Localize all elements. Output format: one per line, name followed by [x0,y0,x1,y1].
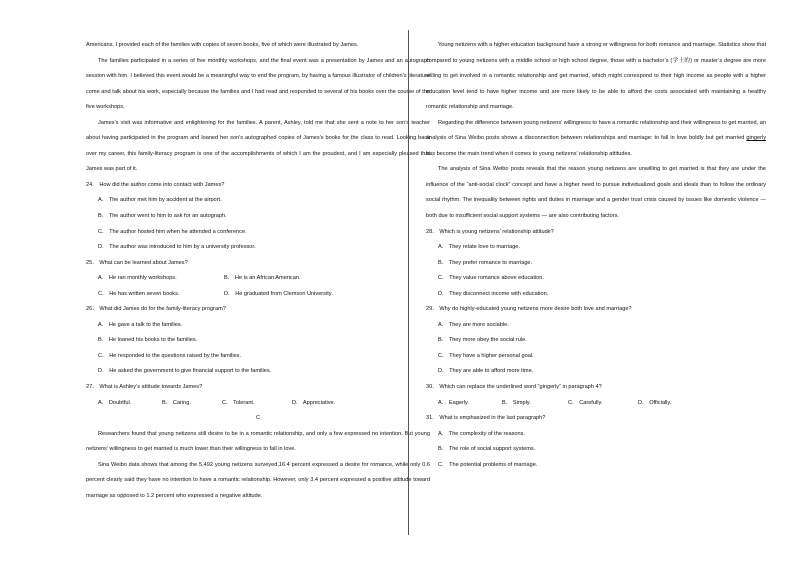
q30-options [426,396,766,412]
q30-option-c: C． Carefully. [568,399,603,406]
q31-option-b: B． The role of social support systems. [438,446,536,453]
q28-option-a: A． They relate love to marriage. [438,244,520,251]
q31-option-c: C． The potential problems of marriage. [438,461,538,468]
question-24: 24． How did the author come into contact with James? [86,181,225,188]
q25-options-row-2 [86,287,430,303]
q25-option-b: B． He is an African American. [224,275,301,282]
underlined-word-gingerly: gingerly [746,135,766,142]
q25-option-a: A． He ran monthly workshops. [98,275,177,282]
passage-b-visit: James’s visit was informative and enlightening for the families. A parent, Ashley, told me that she sent a note to her son’s teacher about having participated in the program and loaned her son’s autographed copies of James’s books for the class to read. Looking back over my career, this family-literacy program is one of the accomplishments of which I am the proudest, and I am especially pleased that James was part of it. [86,119,430,173]
q25-option-c: C． He has written seven books. [98,290,180,297]
q27-option-a: A． Doubtful. [98,399,132,406]
passage-c-para-2: Sina Weibo data shows that among the 5,492 young netizens surveyed,16.4 percent expressed a desire for romance, while only 0.6 percent clearly said they have no intention to have a romantic relationship. However, only 3.4 percent expressed a positive attitude toward marriage as opposed to 1.2 percent who expressed a negative attitude. [86,461,430,499]
q27-option-c: C． Tolerant. [222,399,255,406]
passage-c-para-3: Young netizens with a higher education background have a strong er willingness for both romance and marriage. Statistics show that compared to young netizens with a middle school or high school degree, those with a bachelor’s (学士的) or master’s degree are more willing to get involved in a romantic relationship and get married, which might correspond to their high income as people with a higher education level tend to have higher income and are more likely to be able to afford the costs associated with maintaining a healthy romantic relationship and marriage. [426,42,766,111]
q27-option-d: D． Appreciative. [292,399,336,406]
q30-option-a: A． Eagerly. [438,399,469,406]
passage-c-para-1: Researchers found that young netizens still desire to be in a romantic relationship, and only a few expressed no intention. But young netizens’ willingness to get married is much lower than their willingness to fall in love. [86,430,430,453]
q24-option-c: C． The author hosted him when he attended a conference. [98,228,247,235]
q31-option-a: A． The complexity of the reasons. [438,430,525,437]
question-30: 30． Which can replace the underlined word “gingerly” in paragraph 4? [426,384,602,391]
q27-option-b: B． Caring. [162,399,191,406]
q24-option-b: B． The author went to him to ask for an autograph. [98,213,227,220]
q29-option-c: C． They have a higher personal goal. [438,352,534,359]
passage-b-workshops: The families participated in a series of five monthly workshops, and the final event was a presentation by James and an autograph session with him. I believed this event would be a meaningful way to end the program, by having a famous illustrator of children’s literature come and talk about his work, especially because the families and I had read and responded to several of his books over the course of the five workshops. [86,57,430,111]
question-26: 26． What did James do for the family-literacy program? [86,306,226,313]
right-column [426,38,766,473]
q27-options [86,396,430,412]
q28-option-c: C． They value romance above education. [438,275,544,282]
para-4-text-end: has become the main trend when it comes to young netizens’ relationship attitudes. [426,150,632,157]
question-31: 31． What is emphasized in the last paragraph? [426,415,546,422]
question-29: 29． Why do highly-educated young netizens more desire both love and marriage? [426,306,632,313]
column-divider [408,30,409,535]
q28-option-b: B． They prefer romance to marriage. [438,259,533,266]
q26-option-b: B． He loaned his books to the families. [98,337,198,344]
q26-option-d: D． He asked the government to give financial support to the families. [98,368,272,375]
q30-option-b: B． Simply. [502,399,531,406]
question-27: 27． What is Ashley’s attitude towards James? [86,384,203,391]
question-25: 25． What can be learned about James? [86,259,188,266]
left-column [86,38,430,504]
passage-c-para-4 [426,116,766,163]
q29-option-b: B． They more obey the social rule. [438,337,527,344]
para-4-text-start: Regarding the difference between young netizens’ willingness to have a romantic relationship and their willingness to get married, an analysis of Sina Weibo posts shows a disconnection between relationships and marriage: to fall in love boldly but get married [426,119,766,142]
q28-option-d: D． They disconnect income with education. [438,290,549,297]
q24-option-d: D． The author was introduced to him by a university professor. [98,244,256,251]
q29-option-a: A． They are more sociable. [438,321,509,328]
passage-c-para-5: The analysis of Sina Weibo posts reveals that the reason young netizens are unwilling to get married is that they are under the influence of the “anti-social clock” concept and have a higher need to pursue individualized goals and ideals than to follow the ordinary social rhythm. The inequality between rights and duties in marriage and a gender trust crisis caused by issues like domestic violence — both due to insufficient social support systems — are also contributing factors. [426,166,766,220]
q25-option-d: D． He graduated from Clemson University. [224,290,333,297]
question-28: 28． Which is young netizens’ relationship attitude? [426,228,554,235]
q26-option-a: A． He gave a talk to the families. [98,321,183,328]
q30-option-d: D． Officially. [638,399,672,406]
passage-b-ending: Americans. I provided each of the families with copies of seven books, five of which were illustrated by James. [86,42,359,48]
q24-option-a: A． The author met him by accident at the airport. [98,197,222,204]
q29-option-d: D． They are able to afford more time. [438,368,534,375]
section-c-heading: C [255,415,261,422]
q25-options-row-1 [86,271,430,287]
q26-option-c: C． He responded to the questions raised by the families. [98,352,242,359]
